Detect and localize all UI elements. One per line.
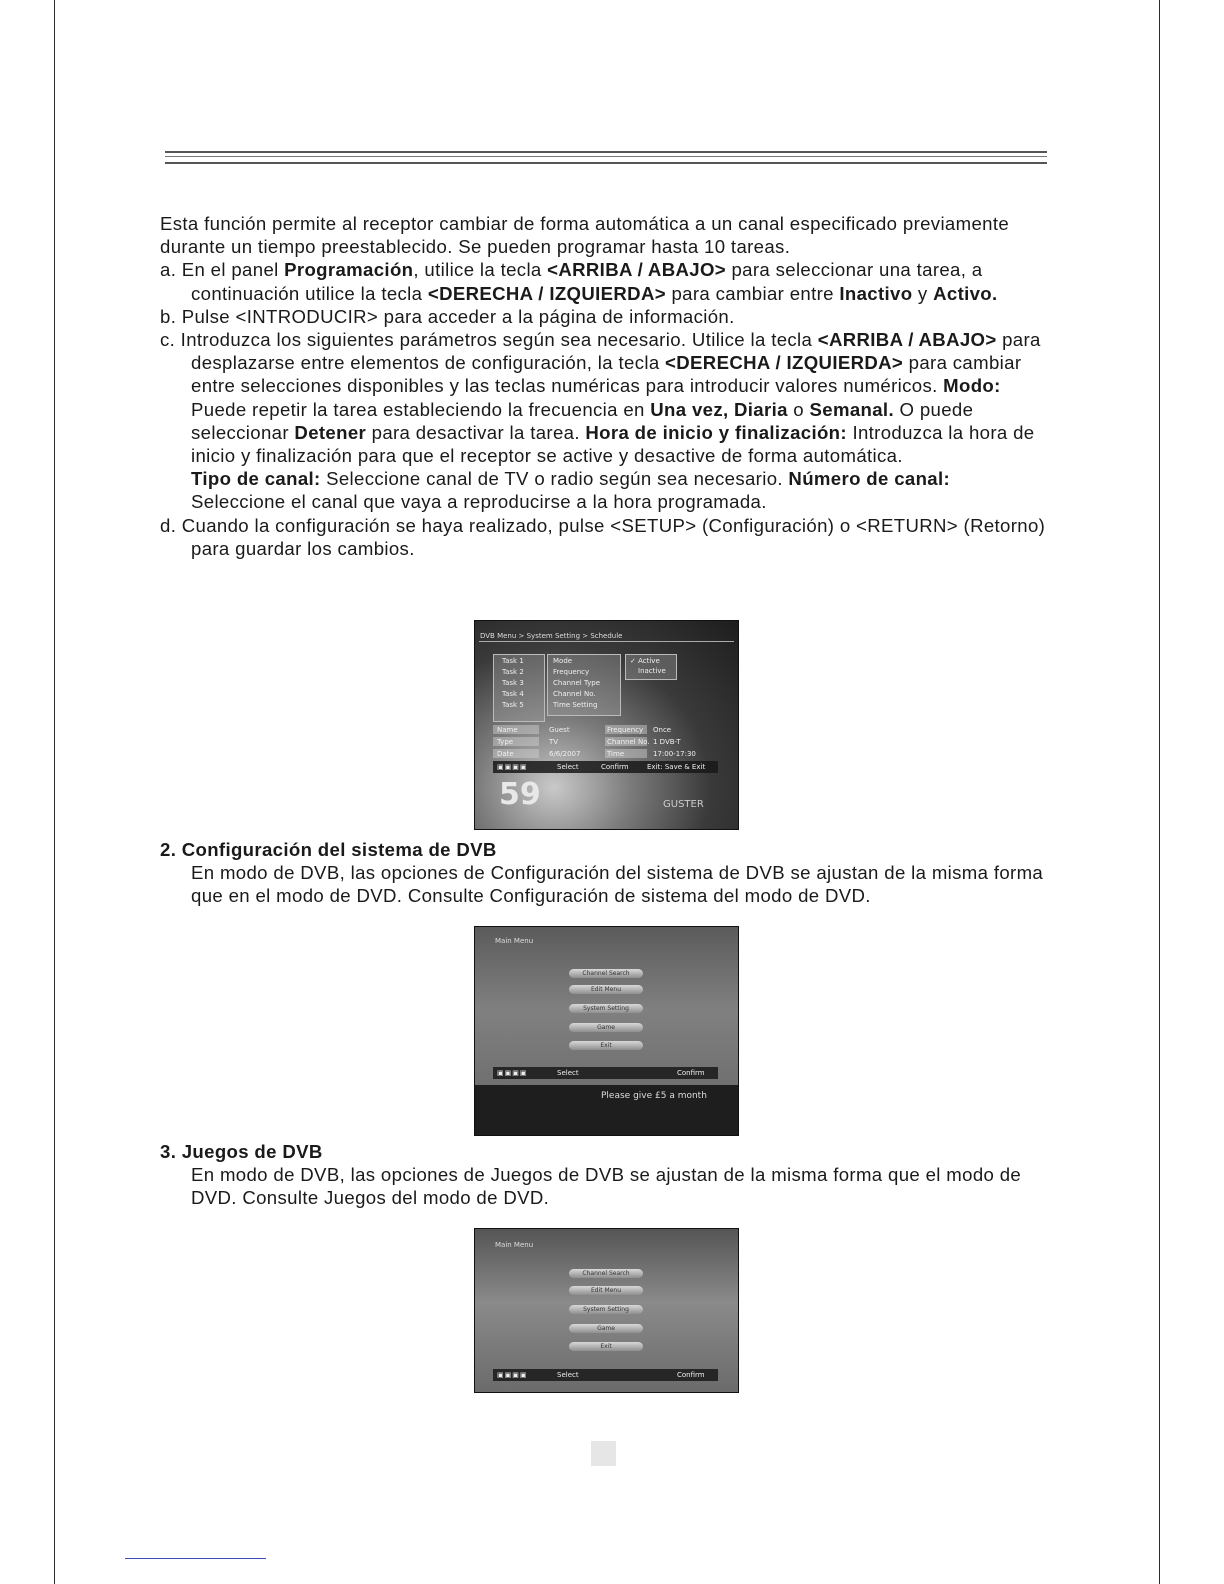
- osd-param-panel: [547, 654, 621, 716]
- section-3-heading: 3. Juegos de DVB: [160, 1141, 323, 1162]
- osd-info-value: Once: [653, 726, 672, 734]
- osd-option-panel: [625, 654, 677, 680]
- step-d: d. Cuando la configuración se haya realizado, pulse <SETUP> (Configuración) o <RETURN> (Retorno) para guardar los cambios.: [160, 514, 1046, 559]
- osd-task: Task 3: [502, 679, 524, 687]
- osd-footer-exit: Exit: Save & Exit: [647, 763, 706, 771]
- section-2: [160, 838, 1050, 908]
- osd-info-label: Name: [497, 726, 518, 734]
- osd-footer-select: Select: [557, 1371, 579, 1379]
- osd-info-label: Channel No.: [607, 738, 650, 746]
- osd-info-value: Guest: [549, 726, 570, 734]
- osd-footer-select: Select: [557, 1069, 579, 1077]
- intro-paragraph: Esta función permite al receptor cambiar de forma automática a un canal especificado previamente durante un tiempo preestablecido. Se pueden programar hasta 10 tareas.: [160, 213, 1010, 258]
- frame-left-border: [54, 0, 55, 1584]
- osd-task: Task 5: [502, 701, 524, 709]
- step-c: c. Introduzca los siguientes parámetros según sea necesario. Utilice la tecla <ARRIBA / ABAJO> para desplazarse entre elementos de configuración, la tecla <DERECHA / IZQUIERDA> para cambiar entre selecciones disponibles y las teclas numéricas para introducir valores numéricos. Modo: Puede repetir la tarea estableciendo la frecuencia en Una vez, Diaria o Semanal. O puede seleccionar Detener para desactivar la tarea. Hora de inicio y finalización: Introduzca la hora de inicio y finalización para que el receptor se active y desactive de forma automática.: [160, 329, 1041, 467]
- schedule-screenshot: [474, 620, 739, 830]
- osd-footer-confirm: Confirm: [601, 763, 629, 771]
- osd-breadcrumb: DVB Menu > System Setting > Schedule: [480, 632, 623, 640]
- osd-info-value: 17:00-17:30: [653, 750, 696, 758]
- frame-right-border: [1159, 0, 1160, 1584]
- osd-logo: GUSTER: [663, 799, 704, 810]
- osd-menu-item: Channel Search: [569, 1269, 643, 1278]
- arrow-keys-icon: ▣▣▣▣: [497, 1372, 528, 1379]
- page-number-box: [591, 1441, 616, 1466]
- intro-text: [160, 212, 1050, 560]
- arrow-keys-icon: ▣▣▣▣: [497, 764, 528, 771]
- step-b: b. Pulse <INTRODUCIR> para acceder a la página de información.: [160, 305, 735, 327]
- osd-param: Channel No.: [553, 690, 596, 698]
- osd-channel-number: 59: [499, 777, 541, 812]
- osd-info-value: TV: [549, 738, 559, 746]
- osd-menu-item: Exit: [569, 1041, 643, 1050]
- osd-menu-title: Main Menu: [495, 1241, 534, 1249]
- step-c-continued: Tipo de canal: Seleccione canal de TV o radio según sea necesario. Número de canal: Seleccione el canal que vaya a reproducirse a la hora programada.: [191, 468, 951, 513]
- osd-info-label: Time: [607, 750, 625, 758]
- osd-menu-item: Game: [569, 1324, 643, 1333]
- osd-info-label: Frequency: [607, 726, 644, 734]
- section-3: [160, 1140, 1050, 1210]
- osd-menu-item: Channel Search: [569, 969, 643, 978]
- step-a: a. En el panel Programación, utilice la tecla <ARRIBA / ABAJO> para seleccionar una tarea, a continuación utilice la tecla <DERECHA / IZQUIERDA> para cambiar entre Inactivo y Activo.: [160, 259, 998, 304]
- header-rule: [165, 151, 1047, 164]
- osd-footer-select: Select: [557, 763, 579, 771]
- osd-caption: Please give £5 a month: [601, 1091, 707, 1101]
- osd-task-panel: [493, 654, 545, 722]
- osd-task: Task 1: [502, 657, 524, 665]
- osd-footer-confirm: Confirm: [677, 1069, 705, 1077]
- arrow-keys-icon: ▣▣▣▣: [497, 1070, 528, 1077]
- osd-option: ✓ Active: [630, 657, 660, 665]
- osd-task: Task 2: [502, 668, 524, 676]
- osd-info-label: Type: [497, 738, 514, 746]
- osd-param: Frequency: [553, 668, 590, 676]
- section-2-body: En modo de DVB, las opciones de Configuración del sistema de DVB se ajustan de la misma forma que en el modo de DVD. Consulte Configuración de sistema del modo de DVD.: [191, 862, 1044, 907]
- osd-param: Channel Type: [553, 679, 601, 687]
- osd-menu-item: Exit: [569, 1342, 643, 1351]
- section-2-heading: 2. Configuración del sistema de DVB: [160, 839, 497, 860]
- osd-info-value: 6/6/2007: [549, 750, 581, 758]
- games-menu-screenshot: [474, 1228, 739, 1393]
- main-menu-screenshot: [474, 926, 739, 1136]
- osd-menu-item: System Setting: [569, 1305, 643, 1314]
- osd-menu-item: Game: [569, 1023, 643, 1032]
- osd-menu-item: System Setting: [569, 1004, 643, 1013]
- osd-menu-item: Edit Menu: [569, 1286, 643, 1295]
- osd-info-label: Date: [497, 750, 514, 758]
- osd-task: Task 4: [502, 690, 524, 698]
- osd-info-value: 1 DVB-T: [653, 738, 681, 746]
- osd-param: Mode: [553, 657, 573, 665]
- osd-param: Time Setting: [553, 701, 598, 709]
- section-3-body: En modo de DVB, las opciones de Juegos de DVB se ajustan de la misma forma que el modo de DVD. Consulte Juegos del modo de DVD.: [191, 1164, 1022, 1209]
- osd-footer-confirm: Confirm: [677, 1371, 705, 1379]
- osd-menu-title: Main Menu: [495, 937, 534, 945]
- osd-option: Inactive: [638, 667, 666, 675]
- footer-line: [125, 1558, 266, 1559]
- osd-menu-item: Edit Menu: [569, 985, 643, 994]
